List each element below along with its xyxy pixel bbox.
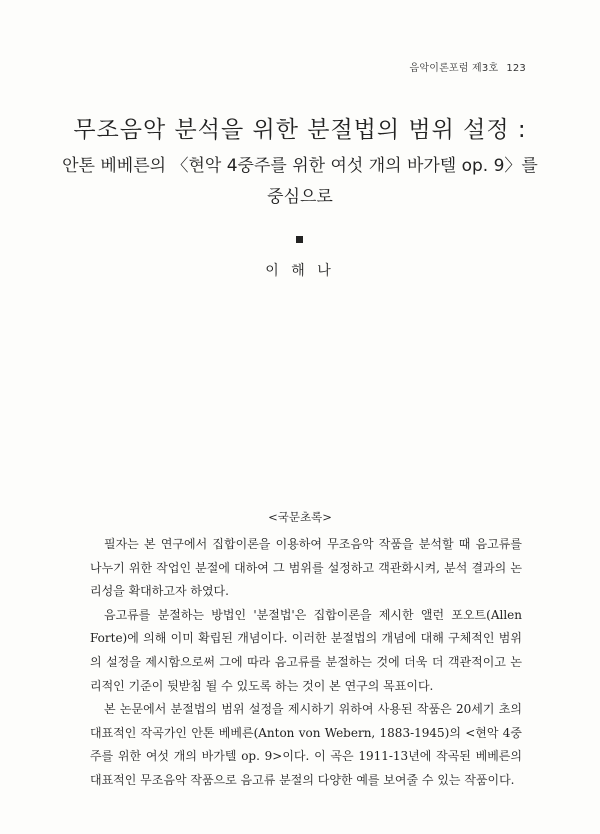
abstract-heading: <국문초록>: [268, 510, 332, 524]
paper-title: 무조음악 분석을 위한 분절법의 범위 설정 :: [73, 117, 527, 143]
abstract-paragraph: 음고류를 분절하는 방법인 '분절법'은 집합이론을 제시한 앨런 포오트(Allen Forte)에 의해 이미 확립된 개념이다. 이러한 분절법의 개념에 대해 구체적인 범위의 설정을 제시함으로써 그에 따라 음고류를 분절하는 것에 더욱 더 객관적이고 논리적인 기준이 뒷받침 될 수 있도록 하는 것이 본 연구의 목표이다.: [90, 607, 522, 693]
abstract-paragraph: 본 논문에서 분절법의 범위 설정을 제시하기 위하여 사용된 작품은 20세기 초의 대표적인 작곡가인 안톤 베베른(Anton von Webern, 1883-1945)의 <현악 4중주를 위한 여섯 개의 바가텔 op. 9>이다. 이 곡은 1911-13년에 작곡된 베베른의 대표적인 무조음악 작품으로 음고류 분절의 다양한 예를 보여줄 수 있는 작품이다.: [90, 702, 522, 787]
author-name: 이 해 나: [265, 263, 335, 279]
page-number: 123: [506, 63, 526, 74]
paper-subtitle-line1: 안톤 베베른의 〈현악 4중주를 위한 여섯 개의 바가텔 op. 9〉를: [62, 156, 538, 176]
abstract-body: [90, 533, 522, 793]
running-header: [409, 59, 526, 74]
separator-square-icon: [296, 236, 303, 243]
journal-name: 음악이론포럼 제3호: [409, 63, 499, 74]
paper-subtitle-line2: 중심으로: [267, 187, 333, 207]
abstract-paragraph: 필자는 본 연구에서 집합이론을 이용하여 무조음악 작품을 분석할 때 음고류를 나누기 위한 작업인 분절에 대하여 그 범위를 설정하고 객관화시켜, 분석 결과의 논리성을 확대하고자 하였다.: [90, 537, 522, 599]
